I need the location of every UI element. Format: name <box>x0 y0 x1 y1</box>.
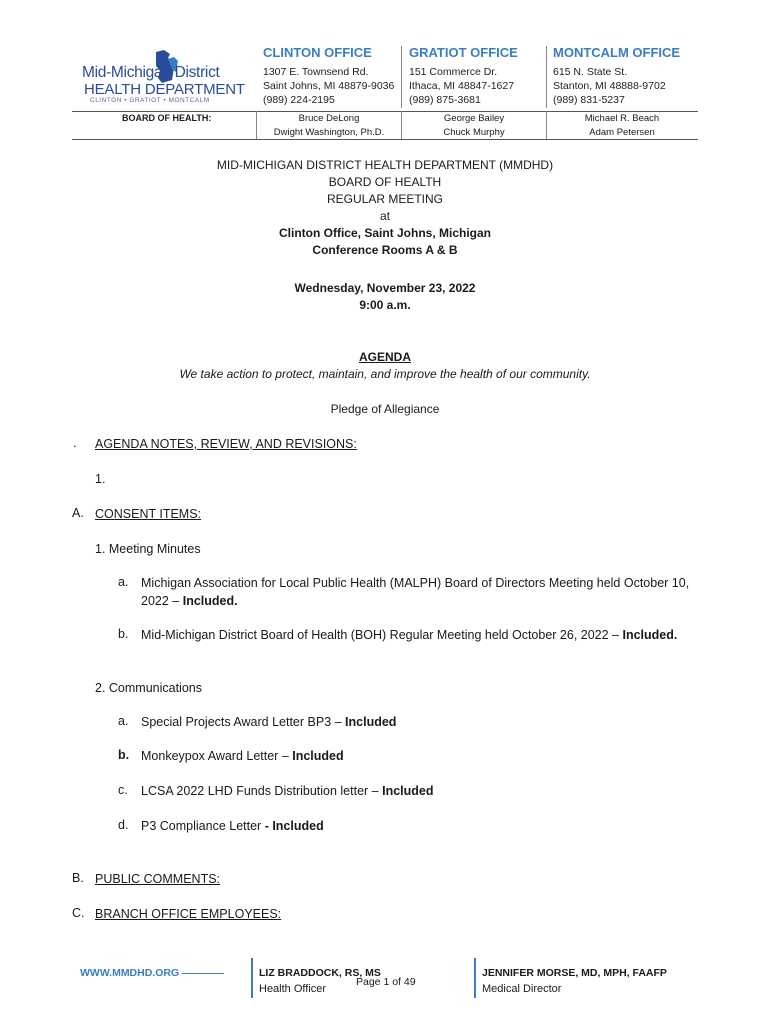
list-marker: c. <box>118 783 128 797</box>
office-divider <box>401 46 402 108</box>
health-officer-name: LIZ BRADDOCK, RS, MS <box>259 967 381 979</box>
meeting-time: 9:00 a.m. <box>359 298 411 312</box>
org-title: MID-MICHIGAN DISTRICT HEALTH DEPARTMENT (MMDHD) <box>216 158 554 172</box>
list-marker: b. <box>118 627 129 641</box>
section-agenda-notes-title: AGENDA NOTES, REVIEW, AND REVISIONS: <box>95 437 357 451</box>
board-member: Dwight Washington, Ph.D. <box>273 127 385 138</box>
list-marker: d. <box>118 818 129 832</box>
office-divider <box>546 46 547 108</box>
office-street: 615 N. State St. <box>553 66 628 78</box>
health-officer-role: Health Officer <box>259 983 327 995</box>
board-member: George Bailey <box>443 113 505 124</box>
comm-lcsa-text: LCSA 2022 LHD Funds Distribution letter – <box>141 784 383 798</box>
board-members-clinton <box>257 112 401 140</box>
logo-title: Mid-Michigan District <box>82 64 220 81</box>
montcalm-office <box>553 46 680 107</box>
minutes-boh-status: Included. <box>622 628 678 642</box>
agenda-title: AGENDA <box>358 350 411 364</box>
section-public-comments-title: PUBLIC COMMENTS: <box>95 872 221 886</box>
list-marker: b. <box>118 748 130 762</box>
section-marker: B. <box>72 871 84 885</box>
comm-monkeypox <box>141 747 344 765</box>
website-link[interactable]: WWW.MMDHD.ORG ———— <box>80 967 225 979</box>
section-marker: . <box>73 436 77 450</box>
logo-tagline: CLINTON • GRATIOT • MONTCALM <box>90 97 210 104</box>
gratiot-office <box>409 46 518 107</box>
section-marker: C. <box>72 906 85 920</box>
office-street: 151 Commerce Dr. <box>409 66 498 78</box>
list-marker: a. <box>118 714 129 728</box>
meeting-location: Clinton Office, Saint Johns, Michigan <box>278 226 491 240</box>
comm-p3 <box>141 817 324 835</box>
minutes-malph-text: Michigan Association for Local Public Health (MALPH) Board of Directors Meeting held October 10, <box>141 576 690 590</box>
meeting-header <box>0 157 770 259</box>
meeting-rooms: Conference Rooms A & B <box>312 243 458 257</box>
minutes-boh <box>141 626 677 644</box>
office-name: CLINTON OFFICE <box>263 45 372 60</box>
clinton-office <box>263 46 394 107</box>
office-city: Stanton, MI 48888-9702 <box>553 80 666 92</box>
comm-bp3-status: Included <box>345 715 397 729</box>
comm-p3-text: P3 Compliance Letter <box>141 819 265 833</box>
comm-monkeypox-status: Included <box>292 749 344 763</box>
mmdhd-logo <box>82 50 245 108</box>
comm-bp3 <box>141 713 396 731</box>
list-marker: a. <box>118 575 129 589</box>
page-number: Page 1 of 49 <box>356 976 416 988</box>
comm-bp3-text: Special Projects Award Letter BP3 – <box>141 715 346 729</box>
section-agenda-notes-item: 1. <box>95 472 106 486</box>
office-phone: (989) 831-5237 <box>553 94 625 106</box>
medical-director-role: Medical Director <box>482 983 562 995</box>
office-city: Saint Johns, MI 48879-9036 <box>263 80 395 92</box>
office-name: MONTCALM OFFICE <box>553 45 681 60</box>
office-name: GRATIOT OFFICE <box>409 45 518 60</box>
consent-meeting-minutes: 1. Meeting Minutes <box>95 542 201 556</box>
board-label: BOARD OF HEALTH: <box>122 113 212 123</box>
board-member: Bruce DeLong <box>298 113 360 124</box>
section-marker: A. <box>72 506 84 520</box>
minutes-boh-text: Mid-Michigan District Board of Health (BOH) Regular Meeting held October 26, 2022 – <box>141 628 623 642</box>
office-city: Ithaca, MI 48847-1627 <box>409 80 515 92</box>
footer-divider <box>251 958 253 998</box>
section-consent-title: CONSENT ITEMS: <box>95 507 202 521</box>
section-branch-employees-title: BRANCH OFFICE EMPLOYEES: <box>95 907 282 921</box>
board-title: BOARD OF HEALTH <box>328 175 442 189</box>
meeting-datetime <box>0 280 770 314</box>
office-street: 1307 E. Townsend Rd. <box>263 66 369 78</box>
board-member: Chuck Murphy <box>443 127 505 138</box>
meeting-date: Wednesday, November 23, 2022 <box>294 281 476 295</box>
board-member: Michael R. Beach <box>584 113 660 124</box>
minutes-malph-status: Included. <box>182 594 238 608</box>
board-members-montcalm <box>547 112 697 140</box>
board-member: Adam Petersen <box>589 127 655 138</box>
minutes-malph-date: 2022 – <box>141 594 183 608</box>
office-phone: (989) 224-2195 <box>263 94 335 106</box>
pledge: Pledge of Allegiance <box>330 402 440 416</box>
footer-divider <box>474 958 476 998</box>
mission-statement: We take action to protect, maintain, and improve the health of our community. <box>179 367 591 381</box>
medical-director-name: JENNIFER MORSE, MD, MPH, FAAFP <box>482 967 667 979</box>
agenda-intro <box>0 349 770 383</box>
comm-p3-status: - Included <box>264 819 324 833</box>
minutes-malph <box>141 574 711 610</box>
comm-monkeypox-text: Monkeypox Award Letter – <box>141 749 293 763</box>
office-phone: (989) 875-3681 <box>409 94 481 106</box>
logo-subtitle: HEALTH DEPARTMENT <box>84 81 245 98</box>
meeting-type: REGULAR MEETING <box>326 192 443 206</box>
comm-lcsa-status: Included <box>382 784 434 798</box>
board-members-gratiot <box>402 112 546 140</box>
comm-lcsa <box>141 782 434 800</box>
at-text: at <box>379 209 390 223</box>
consent-communications: 2. Communications <box>95 681 202 695</box>
